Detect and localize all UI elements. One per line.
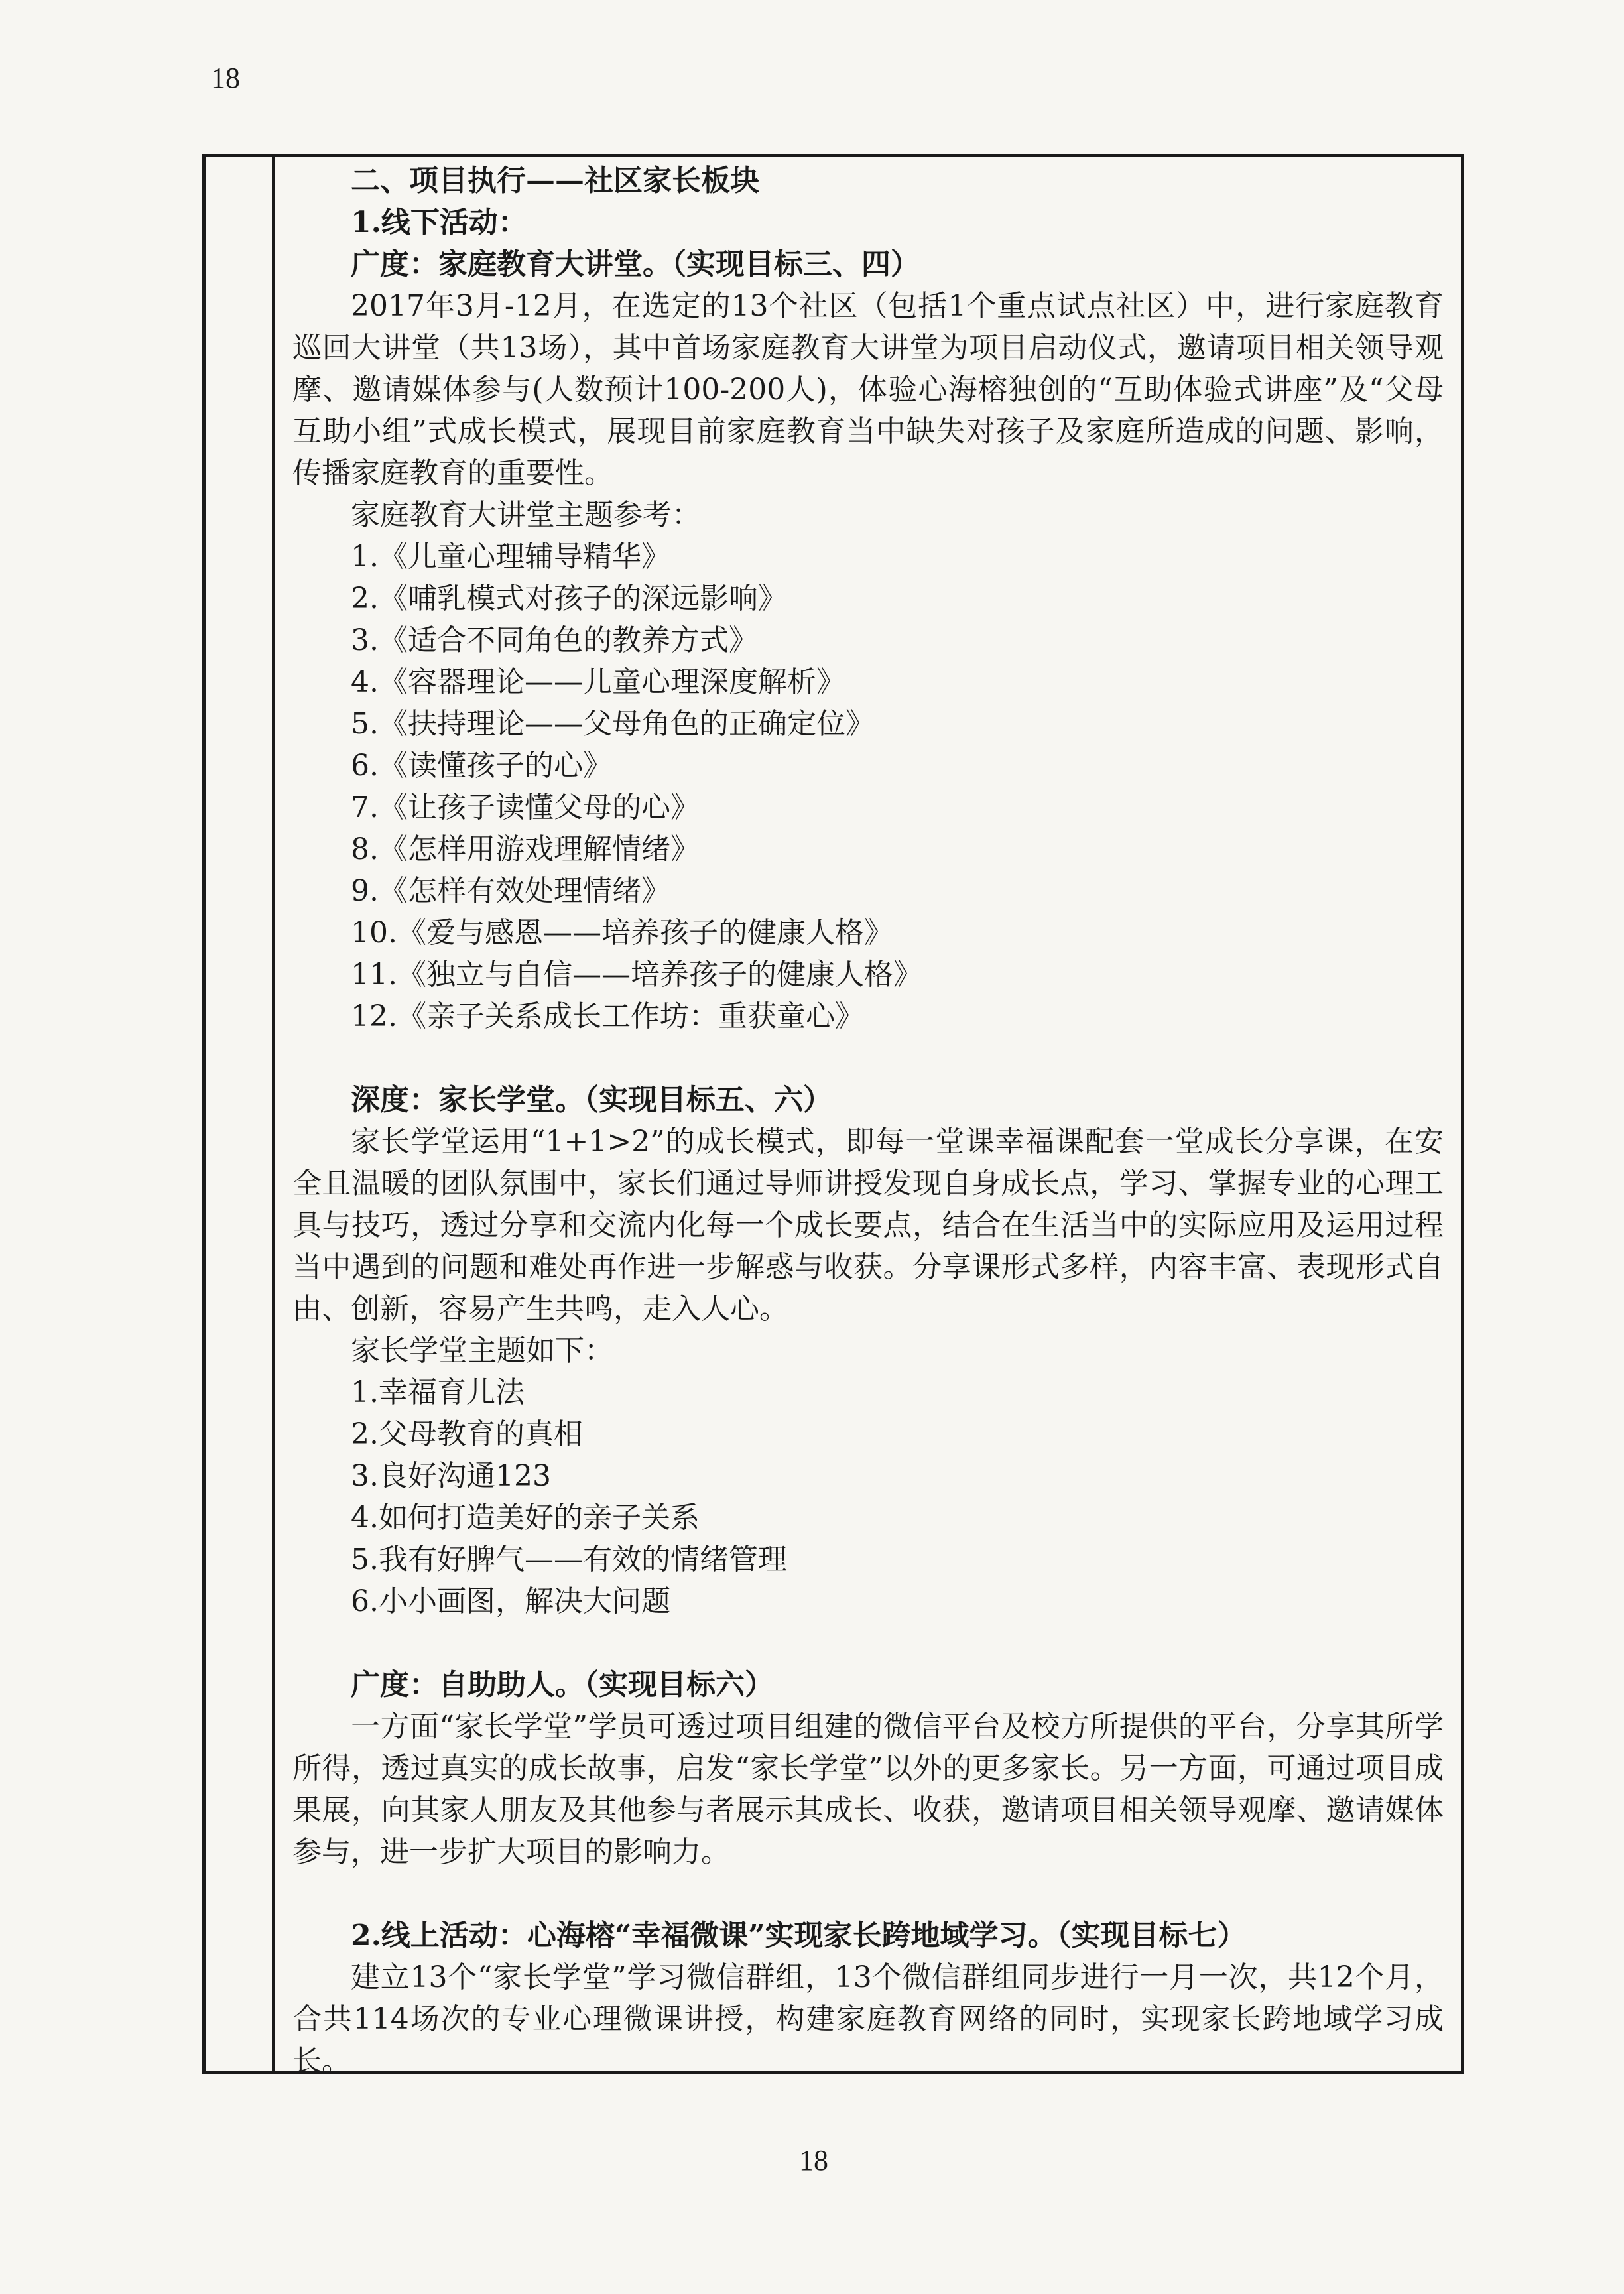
content-body (292, 160, 1444, 2082)
section-title: 二、项目执行——社区家长板块 (351, 164, 759, 198)
depth-paragraph: 家长学堂运用“1+1>2”的成长模式，即每一堂课幸福课配套一堂成长分享课，在安全且温暖的团队氛围中，家长们通过导师讲授发现自身成长点，学习、掌握专业的心理工具与技巧，透过分享和交流内化每一个成长要点，结合在生活当中的实际应用及运用过程当中遇到的问题和难处再作进一步解惑与收获。分享课形式多样，内容丰富、表现形式自由、创新，容易产生共鸣，走入人心。 (292, 1125, 1444, 1326)
breadth1-paragraph: 2017年3月-12月，在选定的13个社区（包括1个重点试点社区）中，进行家庭教育巡回大讲堂（共13场），其中首场家庭教育大讲堂为项目启动仪式，邀请项目相关领导观摩、邀请媒体参与(人数预计100-200人)，体验心海榕独创的“互助体验式讲座”及“父母互助小组”式成长模式，展现目前家庭教育当中缺失对孩子及家庭所造成的问题、影响，传播家庭教育的重要性。 (292, 289, 1444, 490)
lecture-topic-list (292, 536, 1444, 1037)
list-item: 10.《爱与感恩——培养孩子的健康人格》 (351, 916, 893, 950)
online-paragraph: 建立13个“家长学堂”学习微信群组，13个微信群组同步进行一月一次，共12个月，合共114场次的专业心理微课讲授，构建家庭教育网络的同时，实现家长跨地域学习成长。 (292, 1960, 1444, 2078)
list-item: 6.《读懂孩子的心》 (351, 749, 612, 783)
list-item: 5.我有好脾气——有效的情绪管理 (351, 1543, 787, 1576)
lecture-topics-intro: 家庭教育大讲堂主题参考： (351, 498, 701, 532)
list-item: 8.《怎样用游戏理解情绪》 (351, 832, 700, 866)
list-item: 4.如何打造美好的亲子关系 (351, 1501, 700, 1535)
breadth1-heading: 广度：家庭教育大讲堂。（实现目标三、四） (351, 247, 920, 281)
list-item: 4.《容器理论——儿童心理深度解析》 (351, 665, 845, 699)
list-item: 5.《扶持理论——父母角色的正确定位》 (351, 707, 875, 741)
breadth2-heading: 广度：自助助人。（实现目标六） (351, 1668, 774, 1702)
page-number-top: 18 (211, 62, 240, 94)
list-item: 1.幸福育儿法 (351, 1375, 525, 1409)
offline-subtitle: 1.线下活动： (351, 206, 527, 239)
list-item: 12.《亲子关系成长工作坊：重获童心》 (351, 999, 864, 1033)
list-item: 1.《儿童心理辅导精华》 (351, 540, 670, 574)
breadth2-paragraph: 一方面“家长学堂”学员可透过项目组建的微信平台及校方所提供的平台，分享其所学所得，透过真实的成长故事，启发“家长学堂”以外的更多家长。另一方面，可通过项目成果展，向其家人朋友及其他参与者展示其成长、收获，邀请项目相关领导观摩、邀请媒体参与，进一步扩大项目的影响力。 (292, 1710, 1444, 1869)
list-item: 9.《怎样有效处理情绪》 (351, 874, 670, 908)
page-number-bottom: 18 (799, 2144, 828, 2177)
list-item: 2.父母教育的真相 (351, 1417, 583, 1451)
list-item: 2.《哺乳模式对孩子的深远影响》 (351, 582, 787, 615)
list-item: 3.良好沟通123 (351, 1459, 551, 1493)
depth-heading: 深度：家长学堂。（实现目标五、六） (351, 1083, 832, 1117)
list-item: 7.《让孩子读懂父母的心》 (351, 791, 700, 824)
list-item: 3.《适合不同角色的教养方式》 (351, 623, 758, 657)
frame-divider (272, 157, 275, 2071)
spacer (292, 1622, 1444, 1664)
online-heading: 2.线上活动：心海榕“幸福微课”实现家长跨地域学习。（实现目标七） (351, 1919, 1247, 1952)
content-frame (202, 154, 1464, 2078)
spacer (292, 1037, 1444, 1079)
spacer (292, 1873, 1444, 1915)
school-topic-list (292, 1371, 1444, 1622)
school-topics-intro: 家长学堂主题如下： (351, 1334, 613, 1368)
list-item: 11.《独立与自信——培养孩子的健康人格》 (351, 958, 922, 991)
list-item: 6.小小画图，解决大问题 (351, 1584, 670, 1618)
